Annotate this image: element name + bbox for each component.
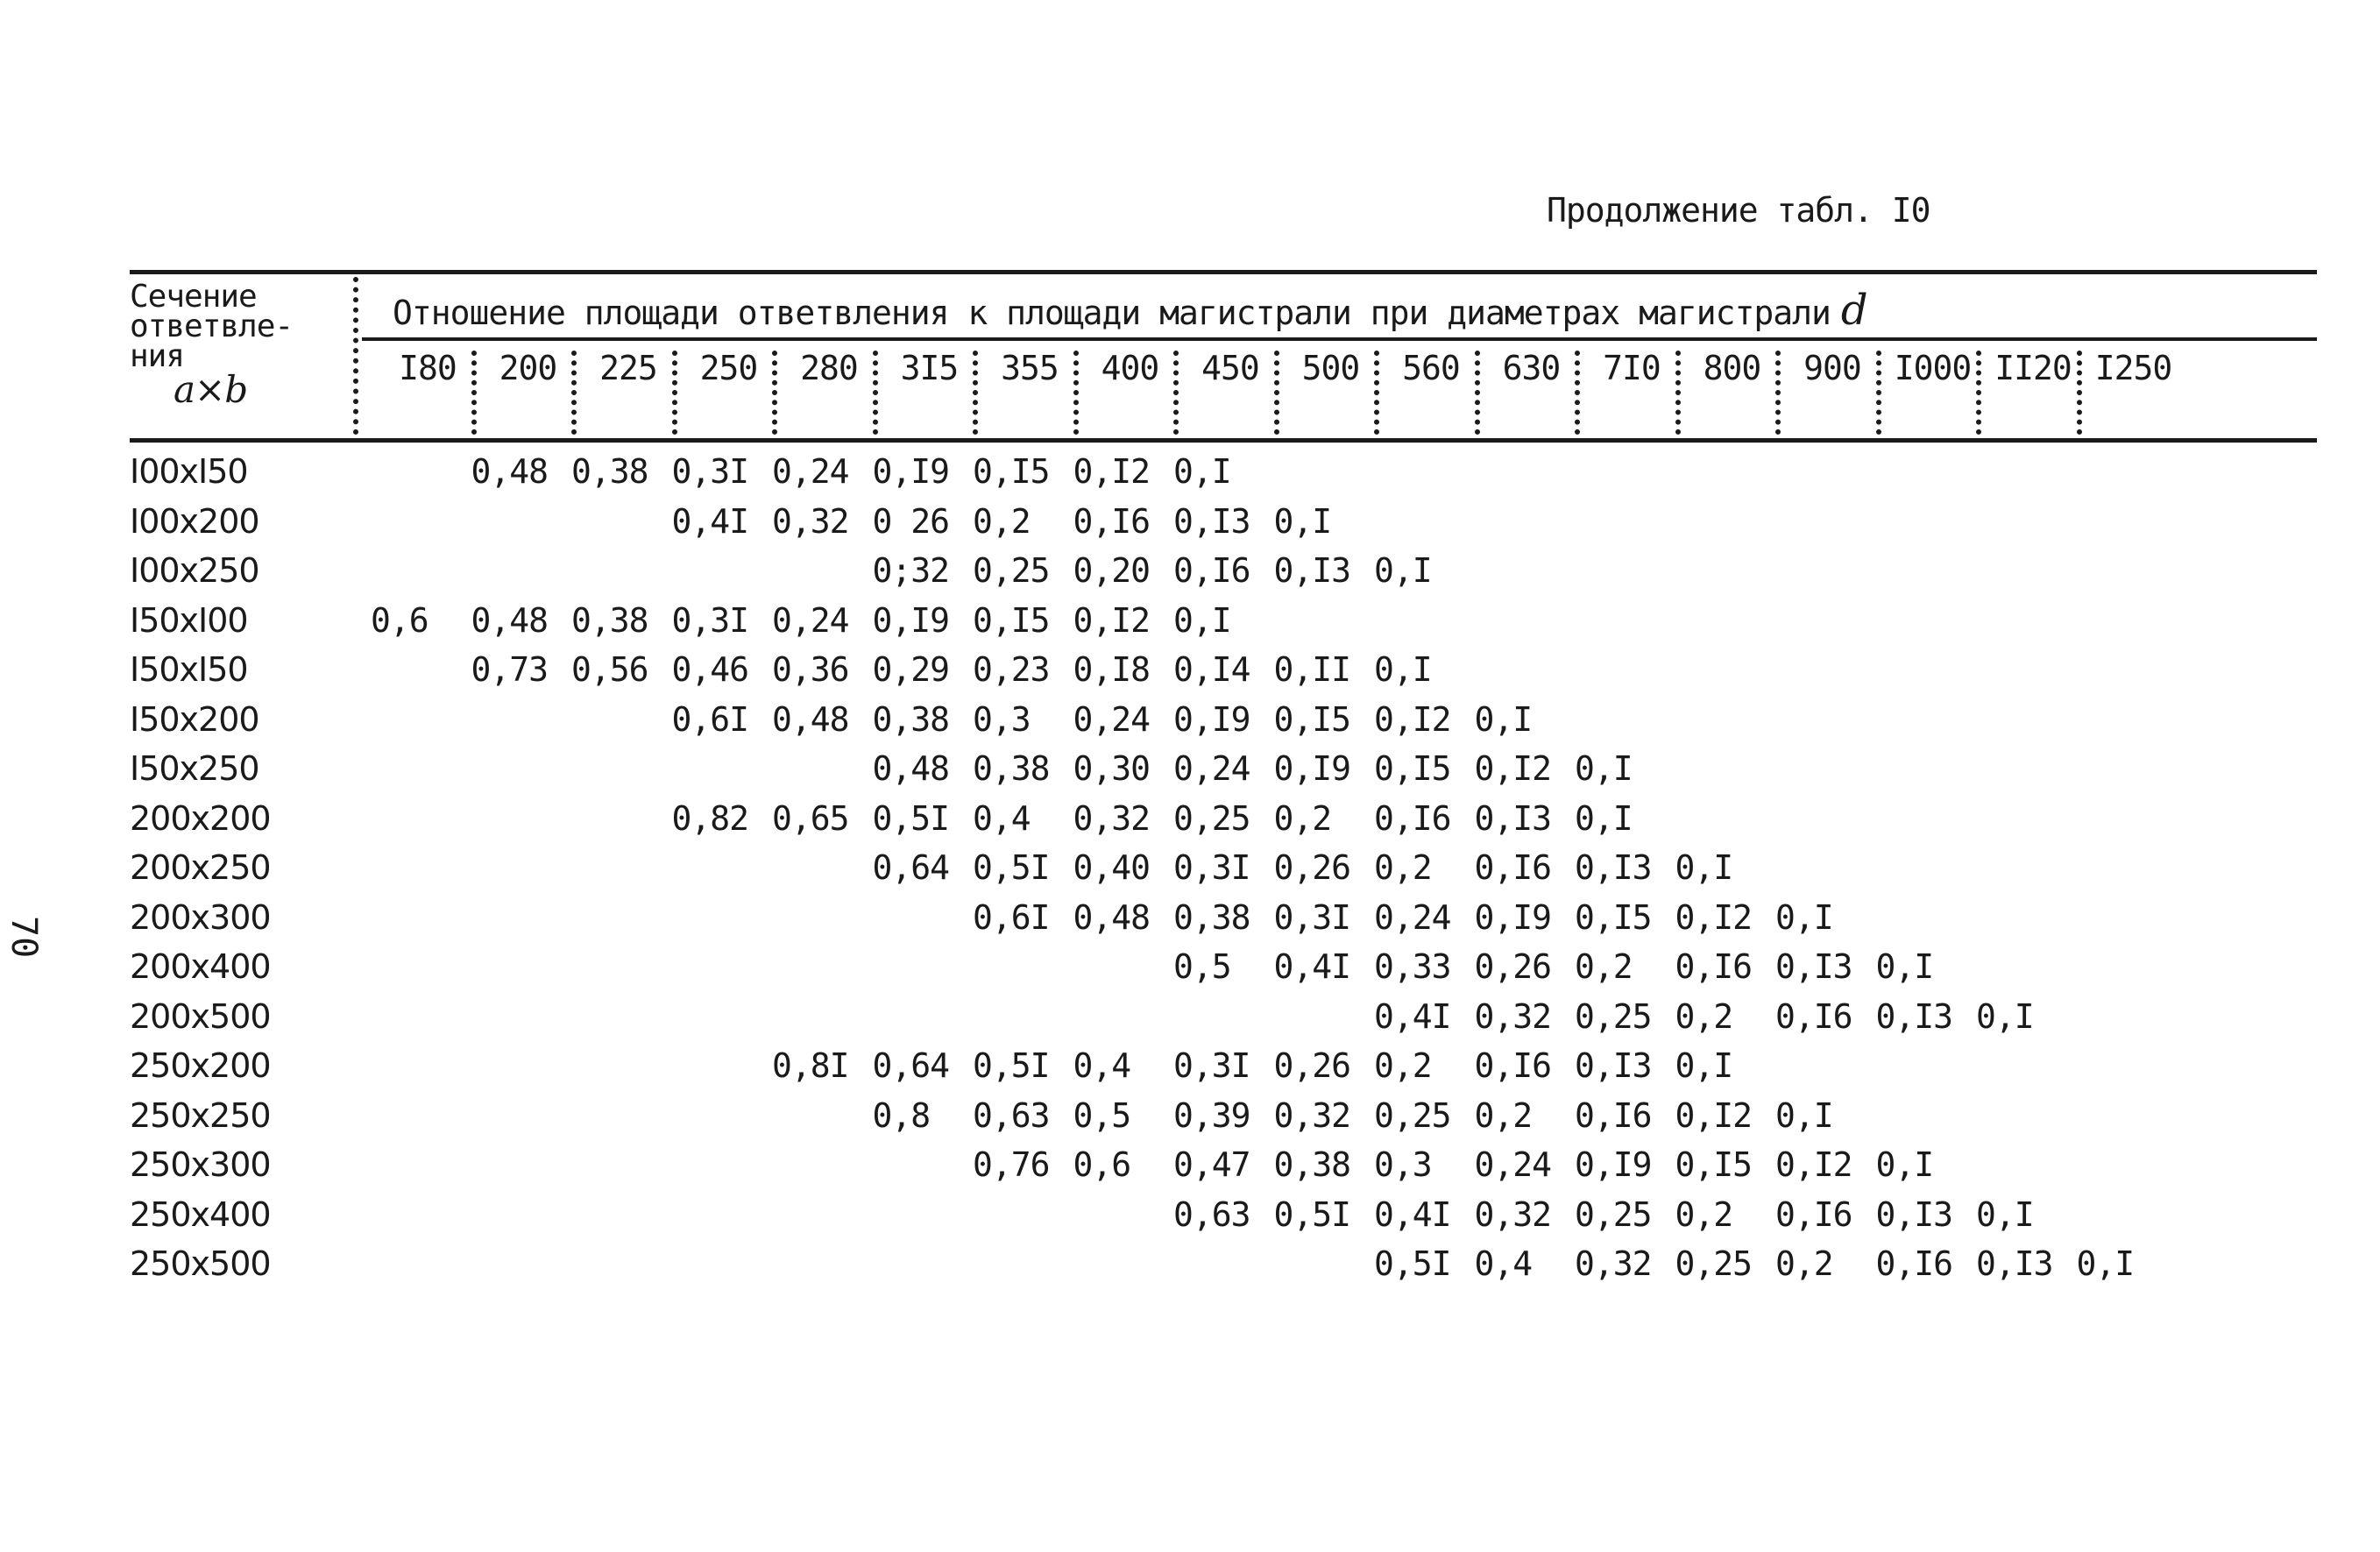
table-cell: 0,I6 [1775,1194,1852,1234]
group-header [393,286,2303,335]
table-cell: 0,2 [1374,1046,1432,1085]
table-cell: 0,2 [1675,1194,1733,1234]
table-cell: 0,I6 [1675,947,1753,986]
table-cell: 0,I2 [1073,600,1151,640]
table-cell: 0,24 [1173,749,1250,788]
table-cell: 0,40 [1073,848,1151,887]
column-separator [571,351,577,435]
table-cell: 0,38 [1173,897,1250,937]
row-label: 250x250 [130,1095,271,1135]
table-cell: 0,I [1374,551,1432,590]
diameter-header: 225 [599,349,657,387]
table-cell: 0,I [1173,600,1231,640]
table-cell: 0,24 [772,452,849,491]
table-cell: 0,I6 [1875,1244,1953,1283]
table-cell: 0,I5 [1273,699,1351,739]
table-cell: 0,32 [1575,1244,1652,1283]
column-separator [973,351,978,435]
table-caption: Продолжение табл. I0 [1547,191,1930,230]
table-cell: 0,I8 [1073,650,1151,689]
table-cell: 0,38 [1273,1145,1351,1184]
table-cell: 0,4 [1474,1244,1533,1283]
table-cell: 0,I3 [1173,501,1250,541]
table-cell: 0,I [1976,996,2034,1036]
diameter-header: I000 [1894,349,1972,387]
table-cell: 0,6 [1073,1145,1131,1184]
diameter-header: I80 [399,349,457,387]
table-cell: 0,48 [772,699,849,739]
table-cell: 0,I3 [1273,551,1351,590]
row-label: I00x200 [130,501,259,541]
table-cell: 0,I9 [1575,1145,1652,1184]
table-cell: 0,2 [1675,996,1733,1036]
table-cell: 0;32 [872,551,950,590]
column-separator [873,351,878,435]
stub-header [130,279,358,411]
table-cell: 0,6 [371,600,429,640]
table-cell: 0,I6 [1575,1095,1652,1135]
table-cell: 0,I [1775,1095,1833,1135]
stub-separator [353,277,358,435]
table-cell: 0,33 [1374,947,1451,986]
table-cell: 0,I9 [1173,699,1250,739]
column-separator [1575,351,1580,435]
stub-line-1: Сечение [130,279,257,315]
table-cell: 0,24 [1374,897,1451,937]
stub-symbol: a×b [174,368,248,411]
table-cell: 0,63 [1173,1194,1250,1234]
column-separator [1775,351,1781,435]
table-cell: 0,I5 [1575,897,1652,937]
column-separator [1073,351,1079,435]
diameter-header: 800 [1703,349,1761,387]
table-cell: 0,46 [671,650,749,689]
diameter-header: 200 [499,349,557,387]
table-cell: 0,2 [973,501,1031,541]
column-separator [471,351,477,435]
table-cell: 0,3I [1173,1046,1250,1085]
column-separator [1976,351,1981,435]
table-cell: 0,I [1675,848,1733,887]
column-separator [772,351,777,435]
table-cell: 0,5I [973,1046,1050,1085]
group-title: Отношение площади ответвления к площади магистрали при диаметрах магистрали [393,294,1831,332]
column-separator [1173,351,1179,435]
table-cell: 0,I6 [1073,501,1151,541]
table-cell: 0,32 [1073,798,1151,838]
table-cell: 0,I [1875,1145,1934,1184]
table-cell: 0,I4 [1173,650,1250,689]
table-cell: 0,I [1273,501,1332,541]
row-label: I50x200 [130,699,259,739]
table-cell: 0,32 [1474,996,1552,1036]
table-cell: 0,65 [772,798,849,838]
table-cell: 0,I6 [1474,848,1552,887]
table-cell: 0,I6 [1374,798,1451,838]
table-cell: 0,73 [471,650,549,689]
table-cell: 0,38 [571,600,648,640]
row-label: 200x400 [130,947,271,986]
table-cell: 0,2 [1374,848,1432,887]
table-cell: 0,I3 [1875,996,1953,1036]
stub-line-2: ответвле- [130,308,294,344]
table-cell: 0,I3 [1474,798,1552,838]
table-cell: 0,32 [772,501,849,541]
table-cell: 0,26 [1273,848,1351,887]
table-cell: 0,76 [973,1145,1050,1184]
table-cell: 0,2 [1273,798,1332,838]
table-cell: 0,4I [1374,996,1451,1036]
table-cell: 0,II [1273,650,1351,689]
table-cell: 0,25 [1374,1095,1451,1135]
diameter-header: 500 [1301,349,1360,387]
table-cell: 0,25 [1575,1194,1652,1234]
row-label: 200x300 [130,897,271,937]
table-cell: 0,38 [973,749,1050,788]
table-cell: 0,5I [1273,1194,1351,1234]
table-cell: 0,4 [973,798,1031,838]
table-cell: 0 26 [872,501,950,541]
table-cell: 0,I6 [1775,996,1852,1036]
table-cell: 0,6I [671,699,749,739]
table-cell: 0,48 [872,749,950,788]
table-cell: 0,I2 [1675,897,1753,937]
diameter-header: 355 [1001,349,1059,387]
table-cell: 0,4 [1073,1046,1131,1085]
table-cell: 0,3 [1374,1145,1432,1184]
table-cell: 0,24 [772,600,849,640]
header-mid-rule [362,337,2317,341]
table-cell: 0,5I [872,798,950,838]
table-cell: 0,25 [1173,798,1250,838]
column-separator [1675,351,1681,435]
diameter-header: 900 [1803,349,1861,387]
table-cell: 0,6I [973,897,1050,937]
diameter-header: 250 [699,349,758,387]
table-cell: 0,24 [1073,699,1151,739]
table-cell: 0,23 [973,650,1050,689]
diameter-header: 3I5 [900,349,959,387]
table-cell: 0,3I [1173,848,1250,887]
table-cell: 0,I2 [1073,452,1151,491]
diameter-header: 400 [1101,349,1159,387]
table-cell: 0,64 [872,848,950,887]
table-cell: 0,25 [1675,1244,1753,1283]
table-cell: 0,3I [671,452,749,491]
table-cell: 0,I2 [1775,1145,1852,1184]
table-cell: 0,25 [973,551,1050,590]
table-cell: 0,39 [1173,1095,1250,1135]
table-cell: 0,I6 [1173,551,1250,590]
table-cell: 0,I3 [1575,1046,1652,1085]
table-cell: 0,5 [1073,1095,1131,1135]
table-cell: 0,I5 [973,600,1050,640]
group-symbol: d [1840,286,1867,335]
table-cell: 0,I3 [1575,848,1652,887]
table-cell: 0,32 [1273,1095,1351,1135]
table-cell: 0,I5 [1675,1145,1753,1184]
table-cell: 0,I [1173,452,1231,491]
table-cell: 0,I [1875,947,1934,986]
table-cell: 0,I5 [973,452,1050,491]
diameter-header: 630 [1502,349,1561,387]
table-cell: 0,I9 [872,452,950,491]
page-number: 70 [4,916,44,959]
table-cell: 0,8I [772,1046,849,1085]
table-cell: 0,4I [1374,1194,1451,1234]
table-cell: 0,20 [1073,551,1151,590]
row-label: 200x200 [130,798,271,838]
table-cell: 0,82 [671,798,749,838]
table-cell: 0,4I [1273,947,1351,986]
table-cell: 0,I [1976,1194,2034,1234]
table-cell: 0,I2 [1474,749,1552,788]
row-label: I00xI50 [130,452,248,491]
table-cell: 0,30 [1073,749,1151,788]
table-top-rule [130,270,2317,274]
table-cell: 0,2 [1775,1244,1833,1283]
table-cell: 0,48 [471,452,549,491]
table-cell: 0,I2 [1374,699,1451,739]
table-cell: 0,63 [973,1095,1050,1135]
table-cell: 0,3I [671,600,749,640]
table-cell: 0,3 [973,699,1031,739]
row-label: 250x300 [130,1145,271,1184]
table-cell: 0,47 [1173,1145,1250,1184]
table-cell: 0,48 [471,600,549,640]
table-cell: 0,29 [872,650,950,689]
table-cell: 0,25 [1575,996,1652,1036]
table-cell: 0,I [2076,1244,2135,1283]
table-cell: 0,5I [973,848,1050,887]
table-cell: 0,I5 [1374,749,1451,788]
table-cell: 0,2 [1575,947,1633,986]
table-cell: 0,I9 [1474,897,1552,937]
column-separator [672,351,677,435]
table-cell: 0,I [1575,798,1633,838]
diameter-header: 560 [1402,349,1460,387]
table-cell: 0,I [1575,749,1633,788]
column-separator [1274,351,1279,435]
table-cell: 0,I9 [872,600,950,640]
table-cell: 0,32 [1474,1194,1552,1234]
diameter-header: I250 [2094,349,2172,387]
table-cell: 0,56 [571,650,648,689]
row-label: I50xI50 [130,650,248,689]
diameter-header: II20 [1994,349,2072,387]
table-cell: 0,48 [1073,897,1151,937]
row-label: I00x250 [130,551,259,590]
table-cell: 0,4I [671,501,749,541]
table-cell: 0,38 [571,452,648,491]
row-label: 200x250 [130,848,271,887]
table-cell: 0,5 [1173,947,1231,986]
diameter-header: 7I0 [1603,349,1661,387]
table-cell: 0,I [1675,1046,1733,1085]
table-cell: 0,I [1374,650,1432,689]
table-cell: 0,8 [872,1095,931,1135]
header-bottom-rule [130,438,2317,443]
table-cell: 0,I3 [1775,947,1852,986]
table-cell: 0,38 [872,699,950,739]
row-label: 250x500 [130,1244,271,1283]
row-label: 250x400 [130,1194,271,1234]
diameter-header: 450 [1201,349,1259,387]
table-cell: 0,24 [1474,1145,1552,1184]
column-separator [2077,351,2082,435]
table-cell: 0,I9 [1273,749,1351,788]
table-cell: 0,I6 [1474,1046,1552,1085]
row-label: 250x200 [130,1046,271,1085]
table-cell: 0,I2 [1675,1095,1753,1135]
table-cell: 0,64 [872,1046,950,1085]
diameter-header: 280 [800,349,858,387]
column-separator [1876,351,1881,435]
row-label: I50x250 [130,749,259,788]
row-label: 200x500 [130,996,271,1036]
table-cell: 0,I [1775,897,1833,937]
table-cell: 0,26 [1273,1046,1351,1085]
table-cell: 0,26 [1474,947,1552,986]
table-cell: 0,I3 [1875,1194,1953,1234]
table-cell: 0,36 [772,650,849,689]
column-separator [1374,351,1379,435]
table-cell: 0,5I [1374,1244,1451,1283]
column-separator [1475,351,1480,435]
table-cell: 0,I [1474,699,1533,739]
table-cell: 0,3I [1273,897,1351,937]
table-cell: 0,2 [1474,1095,1533,1135]
table-cell: 0,I3 [1976,1244,2053,1283]
row-label: I50xI00 [130,600,248,640]
stub-line-3: ния [130,338,185,374]
